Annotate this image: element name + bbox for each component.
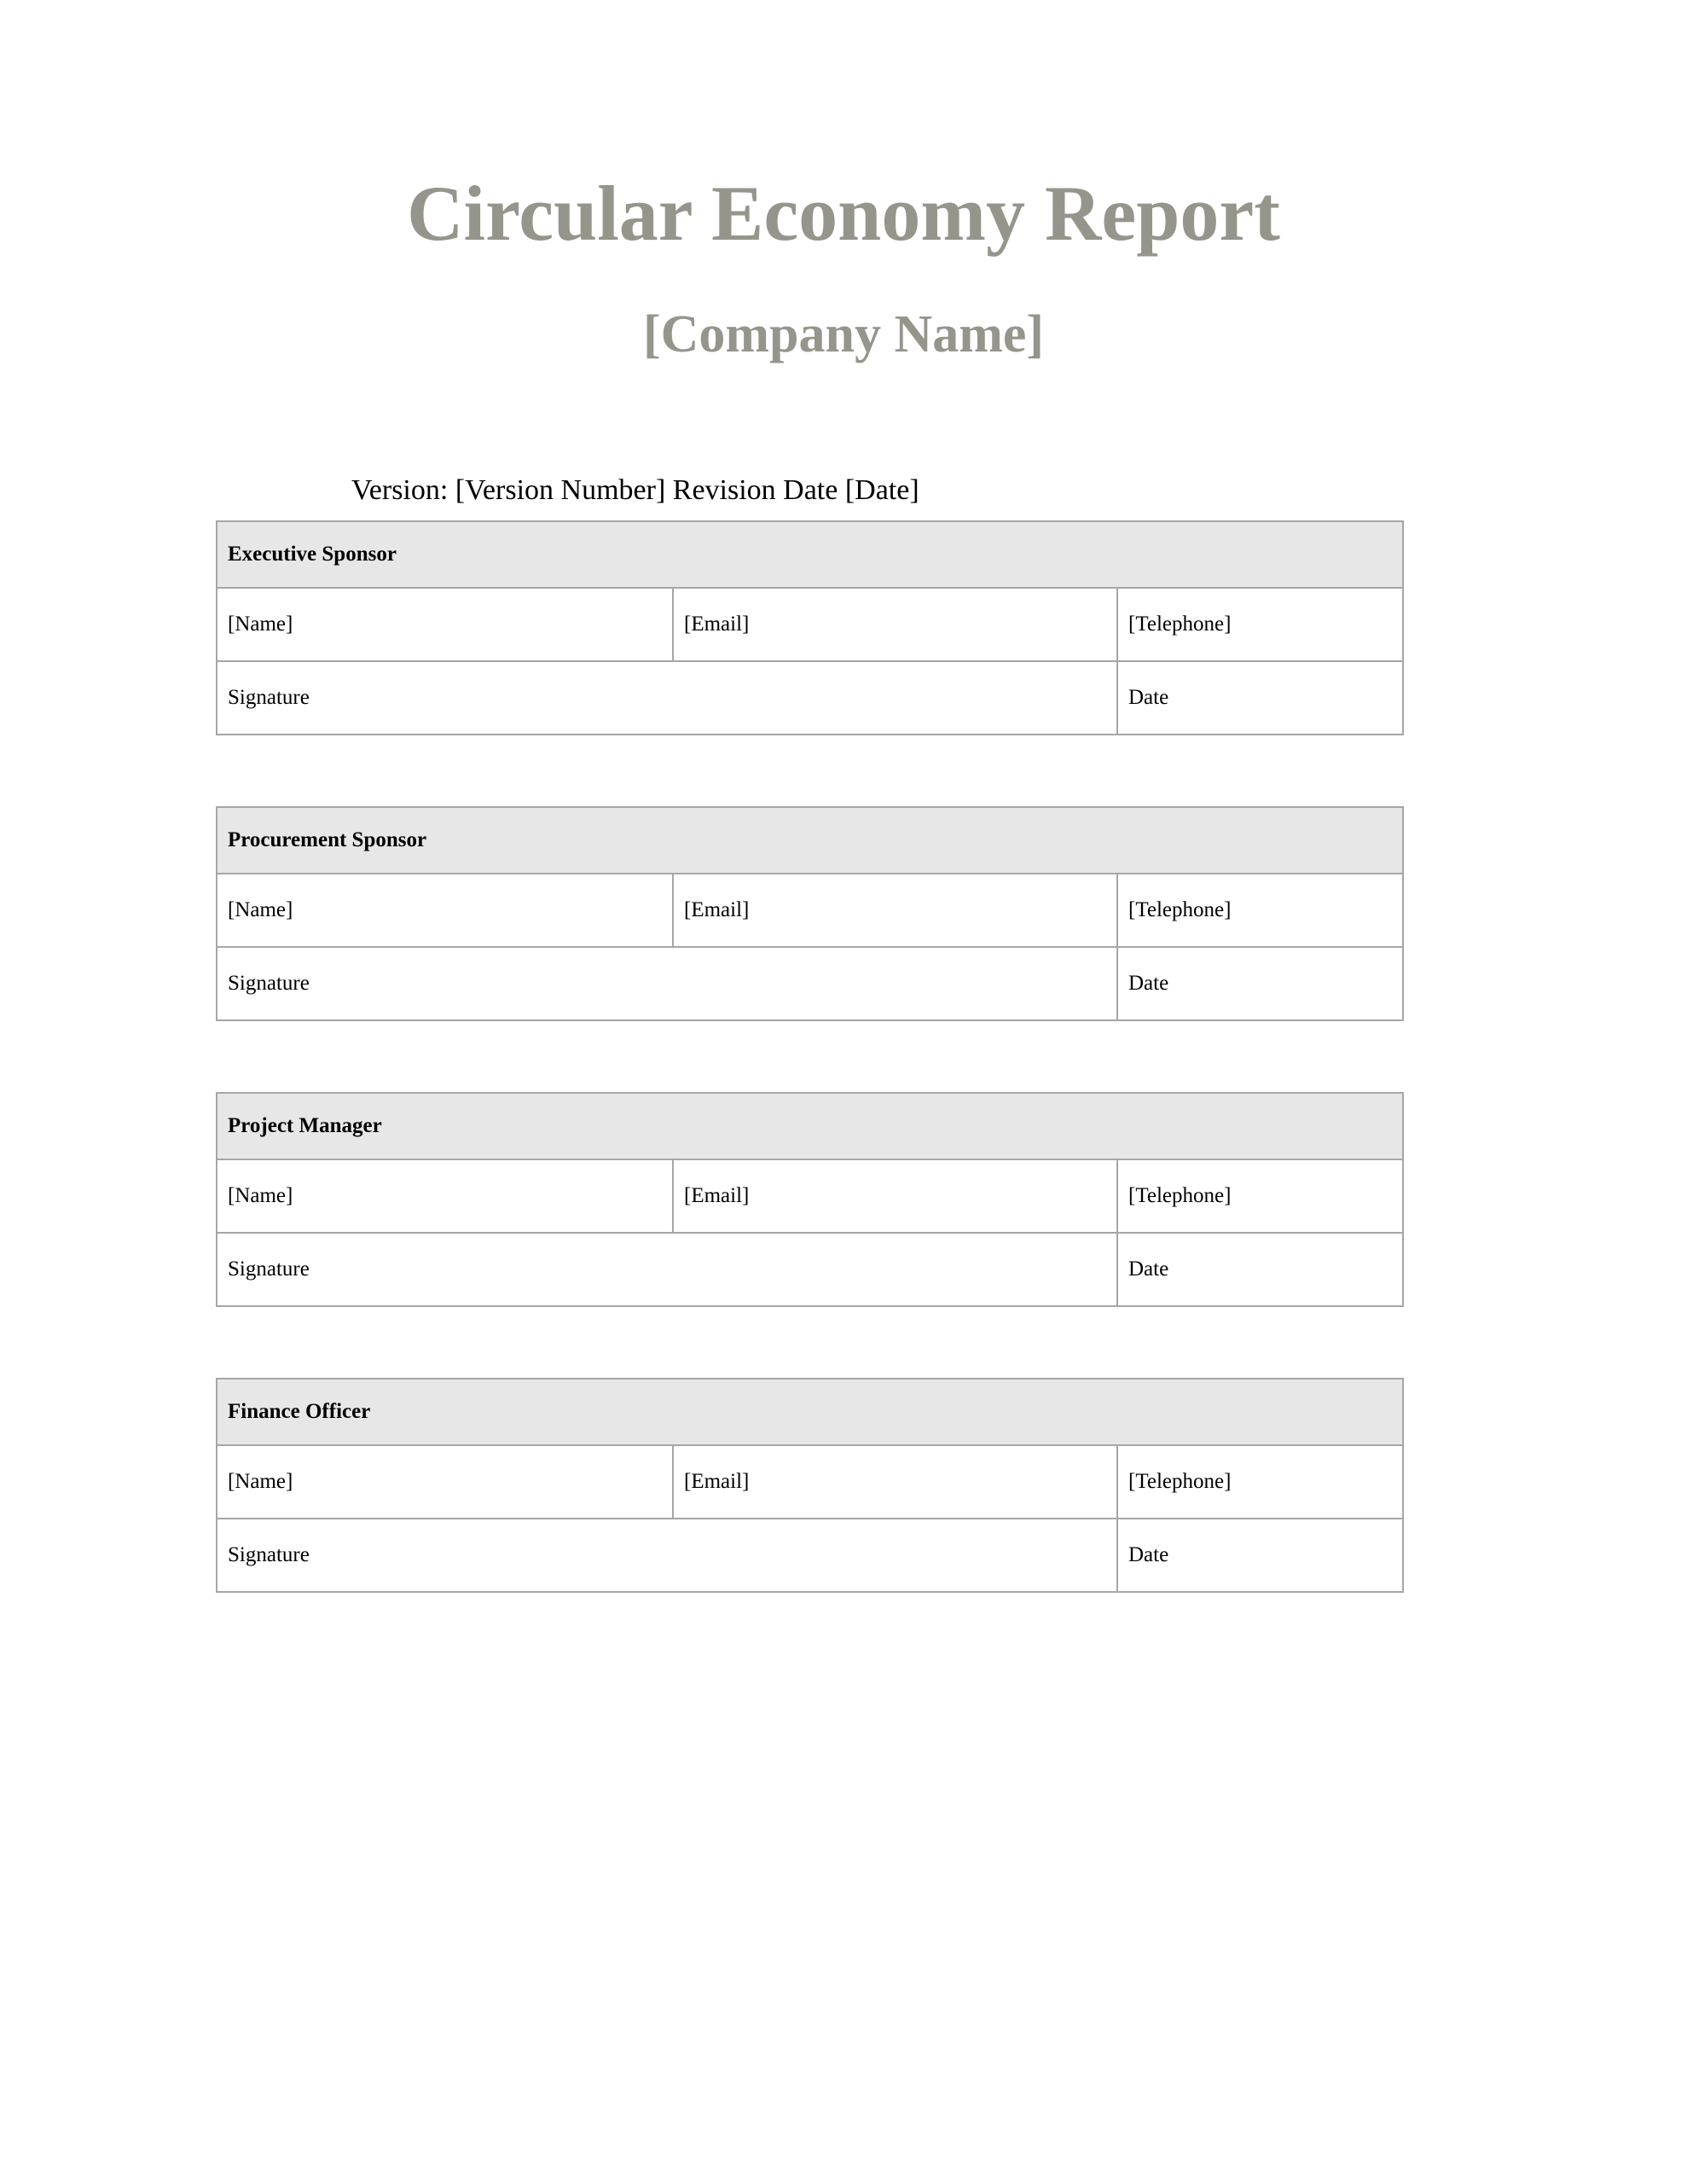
document-title: Circular Economy Report [407, 170, 1280, 257]
section-header-row [217, 1379, 1403, 1445]
signoff-table-finance-officer [216, 1378, 1404, 1593]
section-header-row [217, 807, 1403, 874]
revision-label: Revision Date [672, 474, 838, 506]
contact-row [217, 1445, 1403, 1519]
telephone-cell[interactable]: [Telephone] [1117, 588, 1403, 661]
signoff-table-executive-sponsor [216, 520, 1404, 735]
contact-row [217, 874, 1403, 947]
date-cell[interactable]: Date [1117, 947, 1403, 1020]
telephone-cell[interactable]: [Telephone] [1117, 874, 1403, 947]
date-cell[interactable]: Date [1117, 1233, 1403, 1306]
name-cell[interactable]: [Name] [217, 588, 673, 661]
date-cell[interactable]: Date [1117, 1519, 1403, 1592]
section-heading: Finance Officer [217, 1379, 1403, 1445]
section-header-row [217, 521, 1403, 588]
telephone-cell[interactable]: [Telephone] [1117, 1445, 1403, 1519]
version-label: Version: [351, 474, 449, 506]
company-name: [Company Name] [642, 305, 1045, 363]
version-line [351, 472, 919, 509]
date-cell[interactable]: Date [1117, 661, 1403, 735]
signature-cell[interactable]: Signature [217, 947, 1117, 1020]
email-cell[interactable]: [Email] [673, 588, 1117, 661]
section-heading: Procurement Sponsor [217, 807, 1403, 874]
contact-row [217, 588, 1403, 661]
section-header-row [217, 1093, 1403, 1159]
email-cell[interactable]: [Email] [673, 1445, 1117, 1519]
section-heading: Project Manager [217, 1093, 1403, 1159]
signature-cell[interactable]: Signature [217, 1519, 1117, 1592]
telephone-cell[interactable]: [Telephone] [1117, 1159, 1403, 1233]
signature-cell[interactable]: Signature [217, 661, 1117, 735]
signature-row [217, 661, 1403, 735]
signature-cell[interactable]: Signature [217, 1233, 1117, 1306]
signature-row [217, 1519, 1403, 1592]
signoff-table-procurement-sponsor [216, 806, 1404, 1021]
signoff-table-project-manager [216, 1092, 1404, 1307]
name-cell[interactable]: [Name] [217, 874, 673, 947]
version-value: [Version Number] [455, 474, 666, 506]
email-cell[interactable]: [Email] [673, 1159, 1117, 1233]
contact-row [217, 1159, 1403, 1233]
signature-row [217, 1233, 1403, 1306]
section-heading: Executive Sponsor [217, 521, 1403, 588]
name-cell[interactable]: [Name] [217, 1159, 673, 1233]
revision-value: [Date] [844, 474, 919, 506]
email-cell[interactable]: [Email] [673, 874, 1117, 947]
name-cell[interactable]: [Name] [217, 1445, 673, 1519]
signature-row [217, 947, 1403, 1020]
